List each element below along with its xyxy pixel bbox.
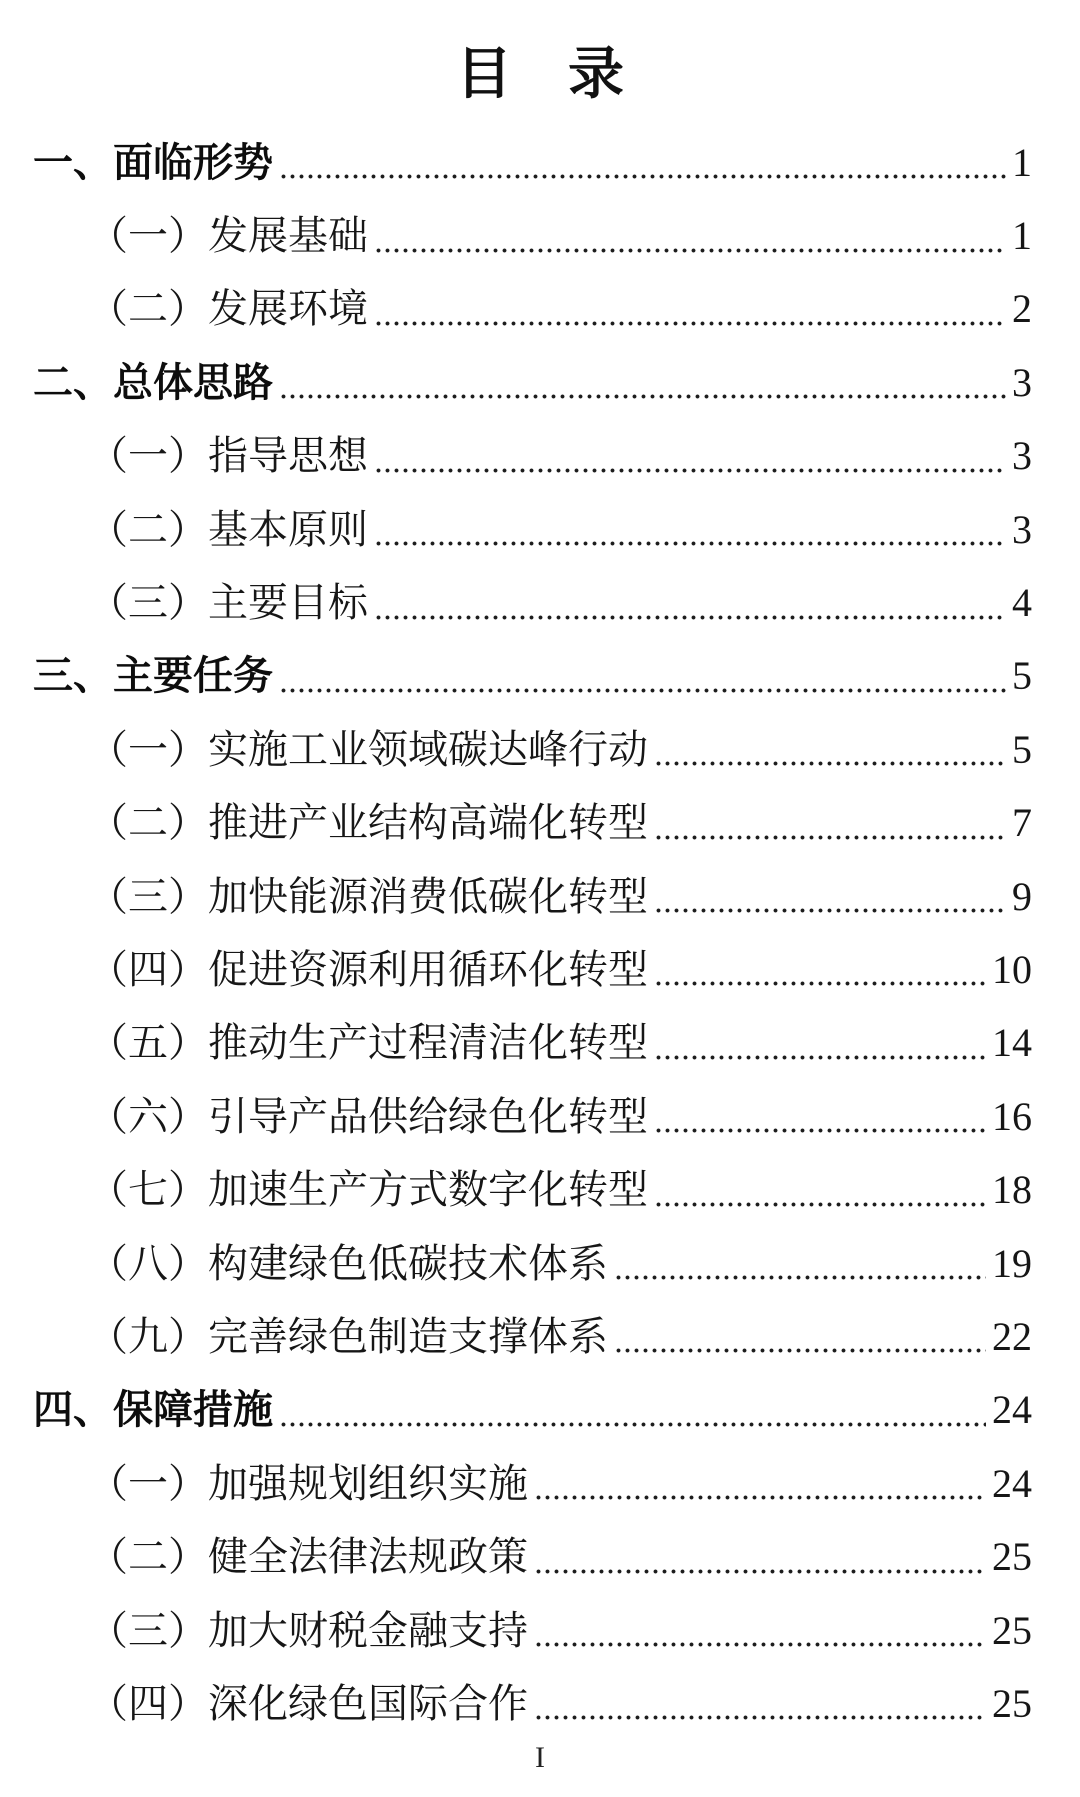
toc-entry-label: （三）加快能源消费低碳化转型 <box>88 873 648 919</box>
toc-page-number: 4 <box>1012 580 1032 626</box>
toc-page-number: 1 <box>1012 139 1032 185</box>
toc-entry-label: （四）促进资源利用循环化转型 <box>88 946 648 992</box>
toc-entry-label: 二、总体思路 <box>33 360 273 405</box>
toc-row <box>33 1447 1032 1520</box>
toc-page-number: 2 <box>1012 286 1032 332</box>
toc-row <box>33 713 1032 786</box>
toc-entry-label: 四、保障措施 <box>33 1388 273 1433</box>
dotted-leader <box>376 248 1006 253</box>
page-title: 目 录 <box>456 44 624 106</box>
table-of-contents <box>33 126 1032 1741</box>
toc-page-number: 5 <box>1012 726 1032 772</box>
toc-row <box>33 126 1032 199</box>
dotted-leader <box>656 908 1006 913</box>
toc-entry-label: （一）发展基础 <box>88 213 368 259</box>
page-footer-number: I <box>535 1741 545 1774</box>
dotted-leader <box>656 835 1006 840</box>
toc-page-number: 25 <box>992 1534 1032 1580</box>
toc-row <box>33 1594 1032 1667</box>
toc-row <box>33 1007 1032 1080</box>
toc-page-number: 3 <box>1012 433 1032 479</box>
toc-page-number: 9 <box>1012 873 1032 919</box>
toc-entry-label: （八）构建绿色低碳技术体系 <box>88 1240 608 1286</box>
toc-entry-label: （五）推动生产过程清洁化转型 <box>88 1020 648 1066</box>
dotted-leader <box>281 688 1006 693</box>
toc-entry-label: （二）发展环境 <box>88 286 368 332</box>
dotted-leader <box>536 1569 986 1574</box>
toc-entry-label: （九）完善绿色制造支撑体系 <box>88 1313 608 1359</box>
toc-row <box>33 1520 1032 1593</box>
dotted-leader <box>656 1202 986 1207</box>
toc-page-number: 22 <box>992 1313 1032 1359</box>
toc-row <box>33 566 1032 639</box>
dotted-leader <box>616 1348 986 1353</box>
toc-row <box>33 1080 1032 1153</box>
dotted-leader <box>656 1055 986 1060</box>
toc-page-number: 24 <box>992 1460 1032 1506</box>
dotted-leader <box>281 394 1006 399</box>
toc-entry-label: （三）主要目标 <box>88 580 368 626</box>
toc-page-number: 14 <box>992 1020 1032 1066</box>
toc-entry-label: （六）引导产品供给绿色化转型 <box>88 1093 648 1139</box>
toc-entry-label: （一）加强规划组织实施 <box>88 1460 528 1506</box>
dotted-leader <box>376 321 1006 326</box>
toc-entry-label: （二）推进产业结构高端化转型 <box>88 800 648 846</box>
toc-page-number: 19 <box>992 1240 1032 1286</box>
toc-page-number: 7 <box>1012 800 1032 846</box>
dotted-leader <box>376 468 1006 473</box>
dotted-leader <box>656 1128 986 1133</box>
toc-entry-label: （三）加大财税金融支持 <box>88 1607 528 1653</box>
dotted-leader <box>616 1275 986 1280</box>
toc-page-number: 5 <box>1012 653 1032 699</box>
toc-row <box>33 787 1032 860</box>
toc-page-number: 24 <box>992 1387 1032 1433</box>
toc-row <box>33 493 1032 566</box>
dotted-leader <box>656 761 1006 766</box>
toc-row <box>33 640 1032 713</box>
toc-row <box>33 1667 1032 1740</box>
dotted-leader <box>281 1422 986 1427</box>
toc-page-number: 1 <box>1012 213 1032 259</box>
dotted-leader <box>536 1715 986 1720</box>
toc-page-number: 3 <box>1012 359 1032 405</box>
toc-row <box>33 1227 1032 1300</box>
toc-entry-label: 三、主要任务 <box>33 654 273 699</box>
toc-row <box>33 346 1032 419</box>
toc-row <box>33 273 1032 346</box>
toc-entry-label: （七）加速生产方式数字化转型 <box>88 1167 648 1213</box>
toc-row <box>33 199 1032 272</box>
toc-entry-label: （一）指导思想 <box>88 433 368 479</box>
toc-entry-label: （二）健全法律法规政策 <box>88 1534 528 1580</box>
toc-entry-label: 一、面临形势 <box>33 140 273 185</box>
dotted-leader <box>536 1495 986 1500</box>
toc-row <box>33 1374 1032 1447</box>
dotted-leader <box>376 541 1006 546</box>
dotted-leader <box>656 981 986 986</box>
dotted-leader <box>376 615 1006 620</box>
dotted-leader <box>281 174 1006 179</box>
toc-page-number: 3 <box>1012 506 1032 552</box>
toc-row <box>33 1300 1032 1373</box>
toc-entry-label: （二）基本原则 <box>88 506 368 552</box>
toc-row <box>33 860 1032 933</box>
toc-page-number: 25 <box>992 1607 1032 1653</box>
toc-page-number: 25 <box>992 1680 1032 1726</box>
toc-row <box>33 1153 1032 1226</box>
toc-page-number: 16 <box>992 1093 1032 1139</box>
dotted-leader <box>536 1642 986 1647</box>
toc-page-number: 10 <box>992 946 1032 992</box>
toc-page-number: 18 <box>992 1167 1032 1213</box>
toc-row <box>33 420 1032 493</box>
toc-entry-label: （一）实施工业领域碳达峰行动 <box>88 726 648 772</box>
toc-row <box>33 933 1032 1006</box>
toc-entry-label: （四）深化绿色国际合作 <box>88 1680 528 1726</box>
